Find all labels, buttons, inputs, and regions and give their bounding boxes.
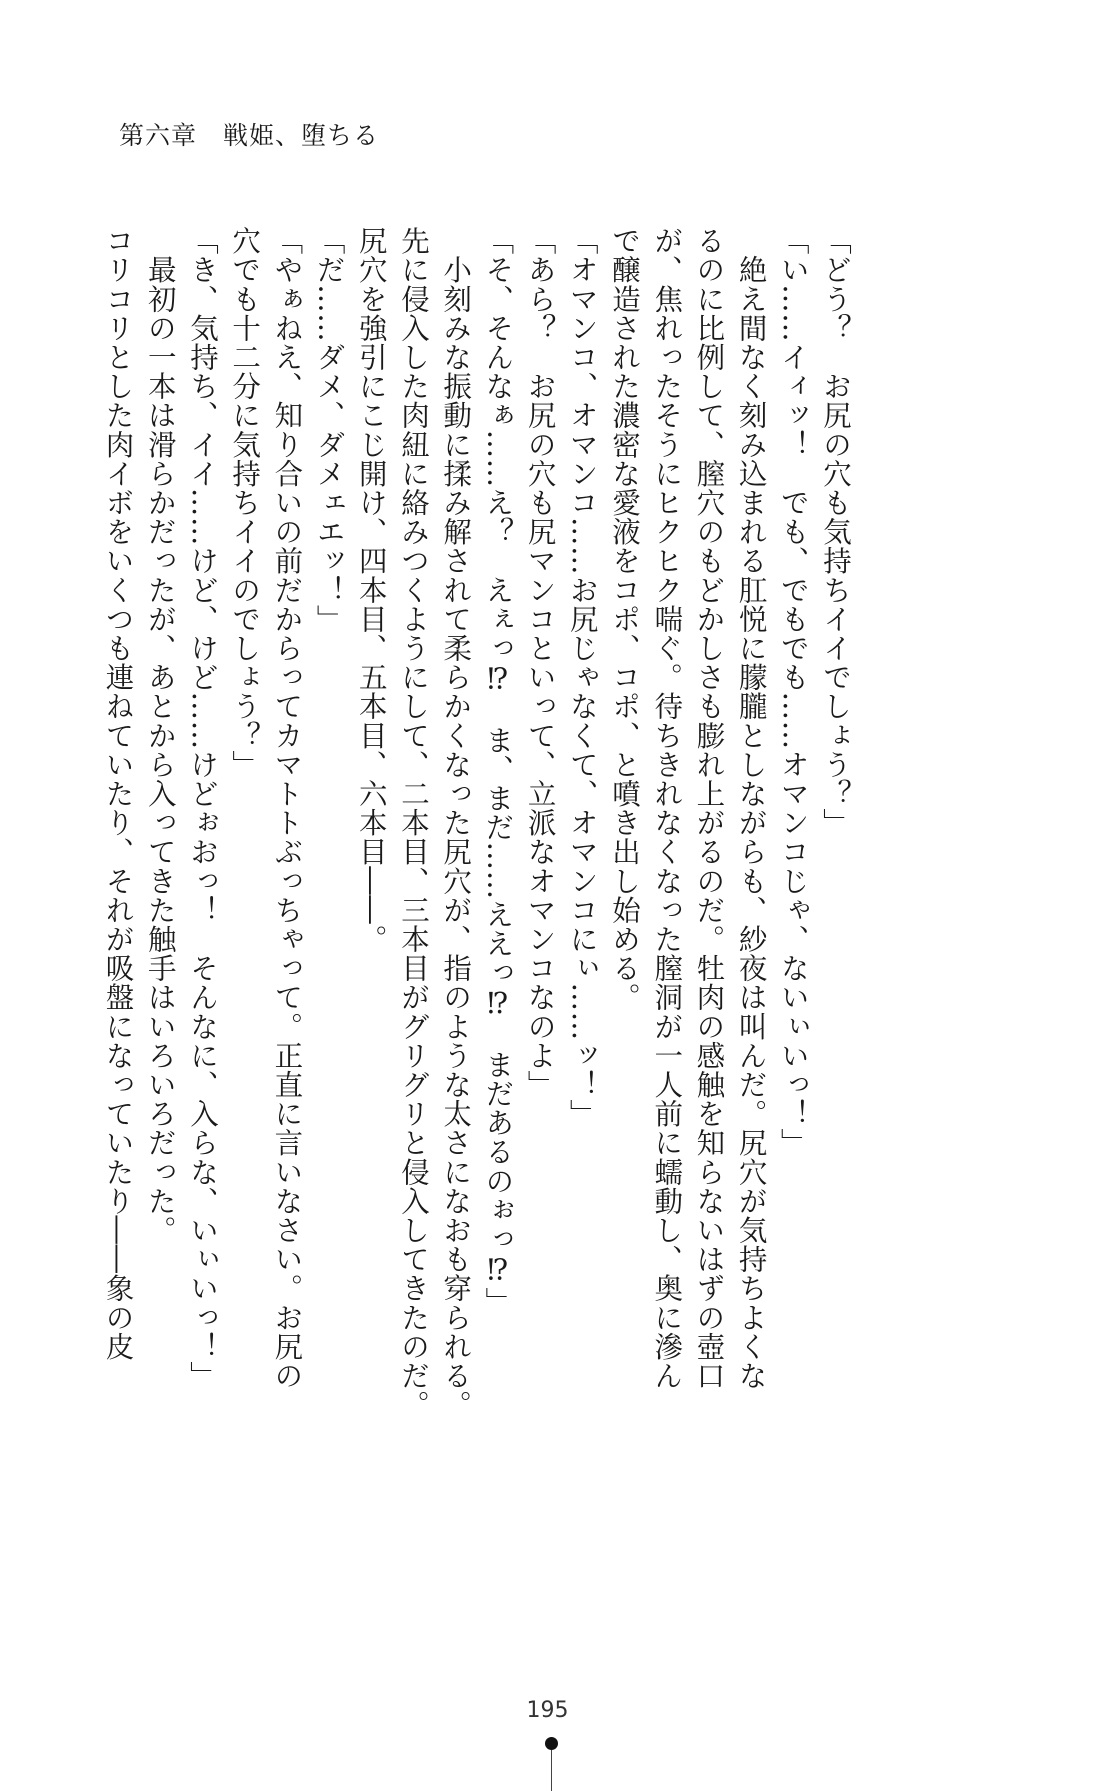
text-column: で醸造された濃密な愛液をコポ、コポ、と噴き出し始める。 <box>607 226 641 1012</box>
text-column: 「い……イィッ！ でも、でもでも……オマンコじゃ、ないぃいっ！」 <box>776 226 810 1158</box>
text-column: コリコリとした肉イボをいくつも連ねていたり、それが吸盤になっていたり――象の皮 <box>101 226 135 1361</box>
text-column: 「オマンコ、オマンコ……お尻じゃなくて、オマンコにぃ……ッ！」 <box>565 226 599 1129</box>
text-column: 「やぁねえ、知り合いの前だからってカマトトぶっちゃって。正直に言いなさい。お尻の <box>270 226 304 1390</box>
folio-line-ornament <box>551 1750 552 1791</box>
text-column: るのに比例して、膣穴のもどかしさも膨れ上がるのだ。牡肉の感触を知らないはずの壺口 <box>692 226 726 1390</box>
text-column: 穴でも十二分に気持ちイイのでしょう？」 <box>228 226 262 779</box>
text-column: 「どう？ お尻の穴も気持ちイイでしょう？」 <box>819 226 852 838</box>
running-header: 第六章 戦姫、堕ちる <box>119 121 380 150</box>
text-column: 先に侵入した肉紐に絡みつくようにして、二本目、三本目がグリグリと侵入してきたのだ。 <box>396 226 430 1420</box>
text-column: 「あら？ お尻の穴も尻マンコといって、立派なオマンコなのよ」 <box>523 226 557 1099</box>
text-column: 尻穴を強引にこじ開け、四本目、五本目、六本目――。 <box>354 226 388 954</box>
text-column: が、焦れったそうにヒクヒク喘ぐ。待ちきれなくなった膣洞が一人前に蠕動し、奥に滲ん <box>650 226 684 1390</box>
text-column: 絶え間なく刻み込まれる肛悦に朦朧としながらも、紗夜は叫んだ。尻穴が気持ちよくな <box>734 226 768 1390</box>
text-column: 最初の一本は滑らかだったが、あとから入ってきた触手はいろいろだった。 <box>143 226 177 1245</box>
page-number: 195 <box>526 1698 569 1723</box>
text-column: 「だ……ダメ、ダメェエッ！」 <box>312 226 346 634</box>
text-column: 「き、気持ち、イイ……けど、けど……けどぉおっ！ そんなに、入らな、いぃいっ！」 <box>185 226 219 1390</box>
text-column: 「そ、そんなぁ……え？ えぇっ⁉ ま、まだ……ええっ⁉ まだあるのぉっ⁉」 <box>481 226 515 1317</box>
text-column: 小刻みな振動に揉み解されて柔らかくなった尻穴が、指のような太さになおも穿られる。 <box>439 226 473 1420</box>
body-text <box>96 226 856 1476</box>
folio-dot-ornament <box>545 1737 558 1750</box>
